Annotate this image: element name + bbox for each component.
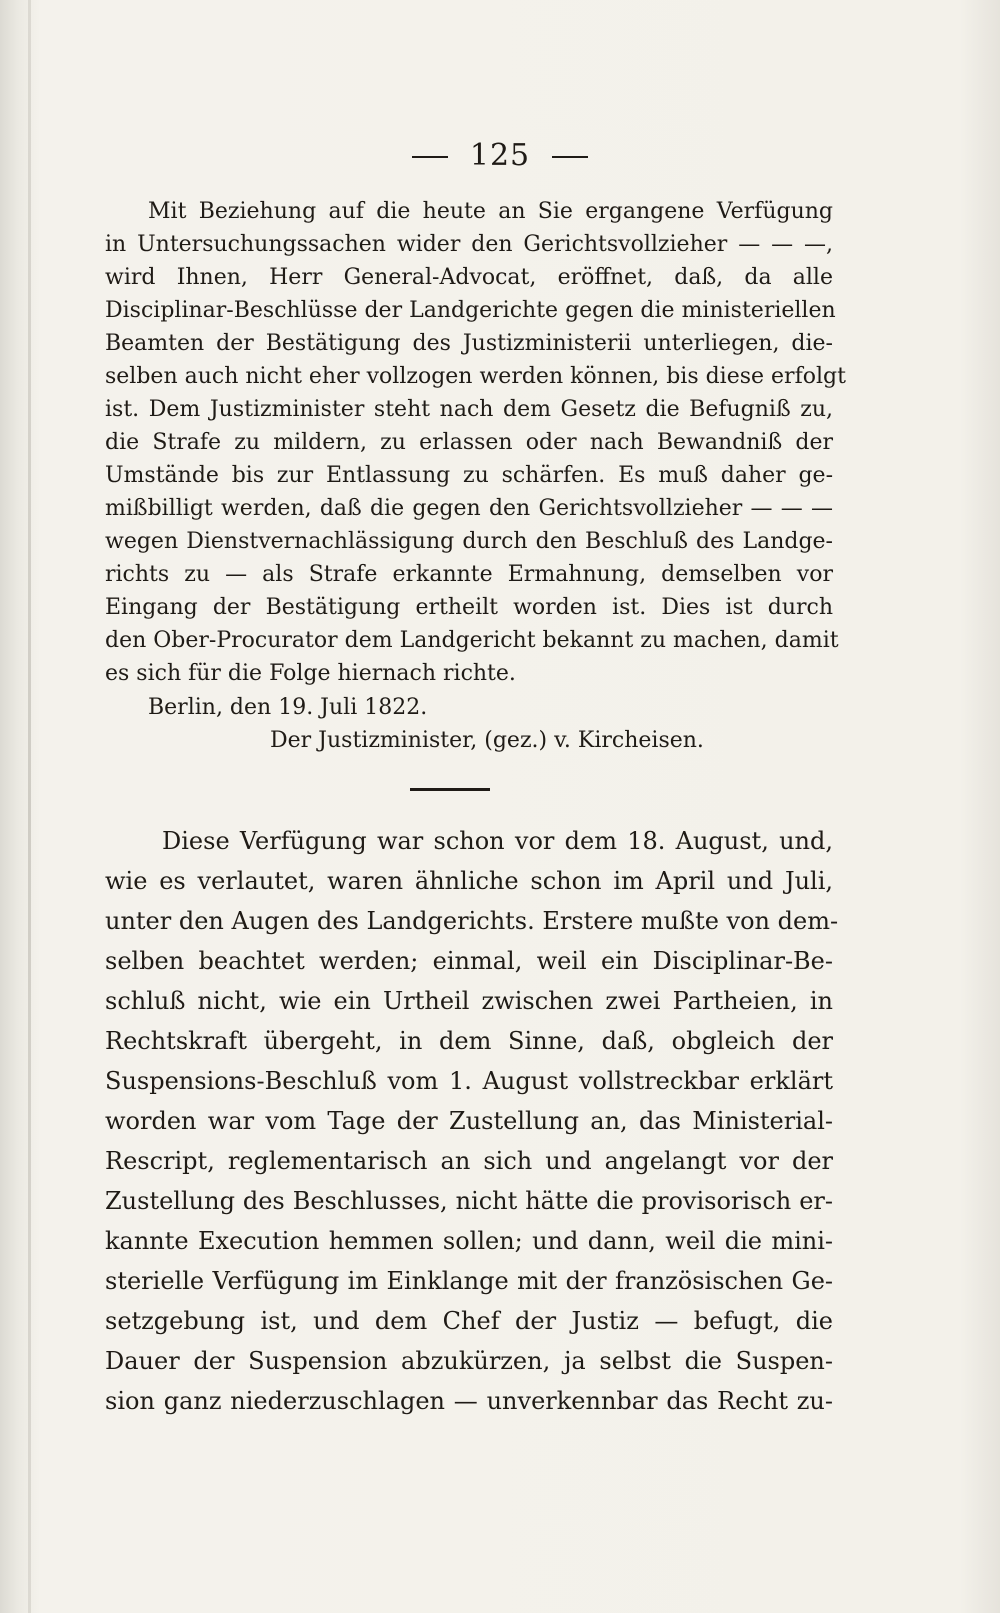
commentary-line: sion ganz niederzuschlagen — unverkennbar das Recht zu- — [105, 1387, 833, 1415]
commentary-line: sterielle Verfügung im Einklange mit der französischen Ge- — [105, 1267, 833, 1295]
letter-line: selben auch nicht eher vollzogen werden können, bis diese erfolgt — [105, 364, 846, 389]
letter-line: richts zu — als Strafe erkannte Ermahnung, demselben vor — [105, 562, 833, 587]
commentary-line: selben beachtet werden; einmal, weil ein Disciplinar-Be- — [105, 947, 833, 975]
letter-signature: Der Justizminister, (gez.) v. Kircheisen. — [270, 728, 704, 753]
header-dash-right — [552, 156, 588, 158]
letter-line: mißbilligt werden, daß die gegen den Gerichtsvollzieher — — — — [105, 496, 833, 521]
commentary-line: worden war vom Tage der Zustellung an, das Ministerial- — [105, 1107, 833, 1135]
commentary-line: Dauer der Suspension abzukürzen, ja selbst die Suspen- — [105, 1347, 833, 1375]
commentary-line: Diese Verfügung war schon vor dem 18. August, und, — [162, 827, 833, 855]
letter-line: Beamten der Bestätigung des Justizministerii unterliegen, die- — [105, 331, 833, 356]
letter-line: ist. Dem Justizminister steht nach dem Gesetz die Befugniß zu, — [105, 397, 833, 422]
commentary-line: Suspensions-Beschluß vom 1. August vollstreckbar erklärt — [105, 1067, 833, 1095]
section-divider — [410, 788, 490, 791]
letter-line: in Untersuchungssachen wider den Gerichtsvollzieher — — —, — [105, 232, 833, 257]
commentary-line: Rechtskraft übergeht, in dem Sinne, daß, obgleich der — [105, 1027, 833, 1055]
header-dash-left — [412, 156, 448, 158]
letter-line: den Ober-Procurator dem Landgericht bekannt zu machen, damit — [105, 628, 839, 653]
letter-line: die Strafe zu mildern, zu erlassen oder nach Bewandniß der — [105, 430, 833, 455]
commentary-line: setzgebung ist, und dem Chef der Justiz — befugt, die — [105, 1307, 833, 1335]
letter-line: wegen Dienstvernachlässigung durch den Beschluß des Landge- — [105, 529, 833, 554]
commentary-line: Zustellung des Beschlusses, nicht hätte die provisorisch er- — [105, 1187, 833, 1215]
page-gutter — [28, 0, 31, 1613]
commentary-line: Rescript, reglementarisch an sich und angelangt vor der — [105, 1147, 833, 1175]
letter-line: Mit Beziehung auf die heute an Sie ergangene Verfügung — [148, 199, 833, 224]
commentary-line: unter den Augen des Landgerichts. Erstere mußte von dem- — [105, 907, 839, 935]
letter-line: wird Ihnen, Herr General-Advocat, eröffnet, daß, da alle — [105, 265, 833, 290]
commentary-line: wie es verlautet, waren ähnliche schon im April und Juli, — [105, 867, 833, 895]
letter-line: Eingang der Bestätigung ertheilt worden ist. Dies ist durch — [105, 595, 833, 620]
letter-line: Umstände bis zur Entlassung zu schärfen. Es muß daher ge- — [105, 463, 833, 488]
letter-line: es sich für die Folge hiernach richte. — [105, 661, 516, 686]
page-header — [0, 138, 1000, 173]
letter-line: Disciplinar-Beschlüsse der Landgerichte gegen die ministeriellen — [105, 298, 836, 323]
page-number: 125 — [469, 138, 531, 173]
commentary-line: schluß nicht, wie ein Urtheil zwischen zwei Partheien, in — [105, 987, 833, 1015]
commentary-line: kannte Execution hemmen sollen; und dann, weil die mini- — [105, 1227, 833, 1255]
letter-date: Berlin, den 19. Juli 1822. — [148, 695, 428, 720]
